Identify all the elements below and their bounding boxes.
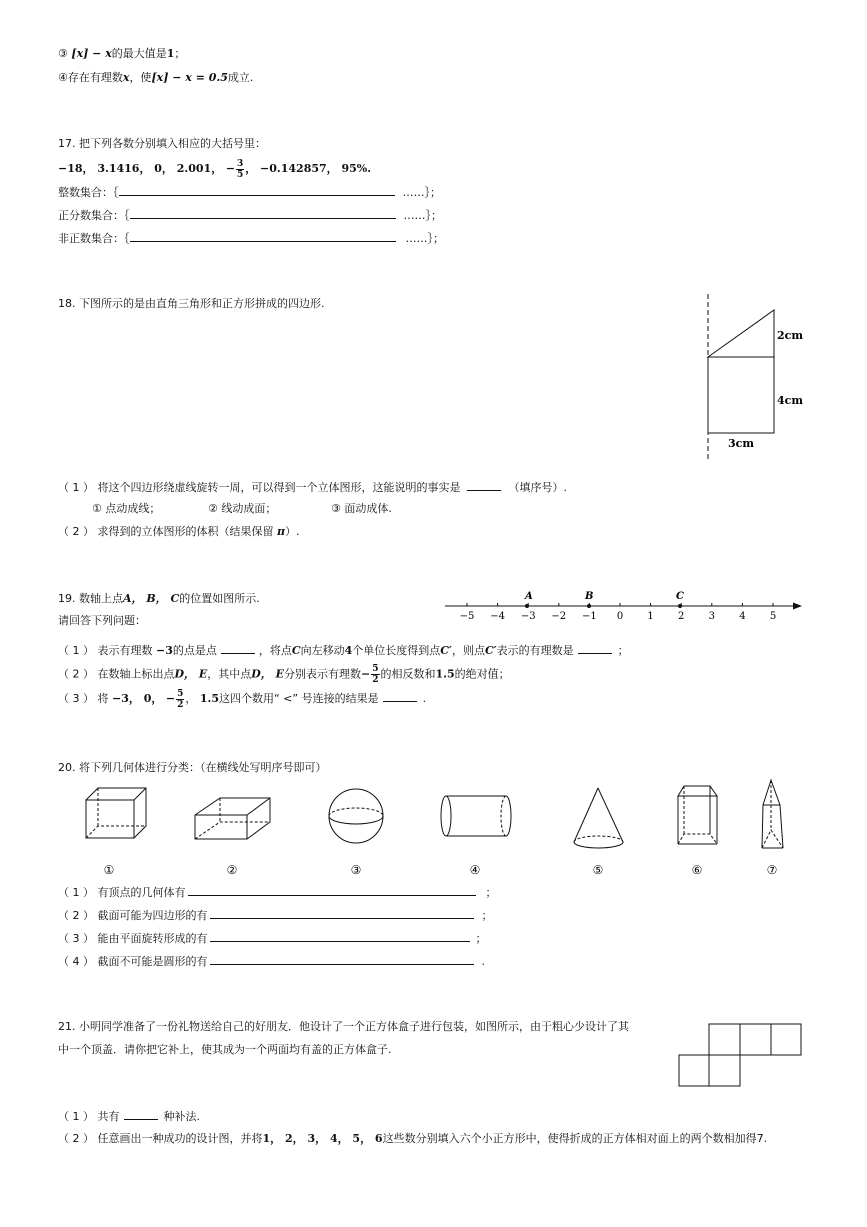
q20-blank-2[interactable] [210,908,474,919]
q17-blank-integer[interactable] [119,185,395,196]
q19-blank-1[interactable] [221,643,255,654]
q21-line-2: 中一个顶盖．请你把它补上，使其成为一个两面均有盖的正方体盒子. [58,1043,392,1056]
q19-part-1: （ 1 ） 表示有理数 −3的点是点 ，将点C向左移动4个单位长度得到点C′，则点C′表示的有理数是 ； [58,644,629,657]
q20-part-2: （ 2 ） 截面可能为四边形的有 ； [58,909,493,922]
axis-tick-label: 2 [678,611,685,622]
label-2cm: 2cm [777,329,803,342]
label-3cm: 3cm [728,437,754,450]
axis-arrow-icon [793,603,802,610]
solid-cylinder [441,796,511,836]
q18-figure [690,292,810,467]
number-line [440,585,805,625]
prev-item-3: ③ [x] − x的最大值是1； [58,47,186,60]
solid-number-label: ⑥ [691,863,703,877]
point-a-dot [525,604,529,608]
q17-set-integer: 整数集合：｛ ……｝； [58,186,441,199]
q19-part-2: （ 2 ） 在数轴上标出点D， E，其中点D， E分别表示有理数− $\frac{5}{2}$ 的相反数和1.5的绝对值； [58,664,510,685]
axis-tick-label: −4 [490,611,505,622]
net-square [740,1024,771,1055]
point-c-dot [678,604,682,608]
solid-triangular-prism [762,780,783,848]
q17-blank-nonpositive[interactable] [130,231,396,242]
q20-part-4: （ 4 ） 截面不可能是圆形的有 . [58,955,485,968]
prev-item-4: ④存在有理数x，使[x] − x = 0.5成立. [58,71,254,84]
point-a-label: A [525,591,533,602]
q17-set-nonpositive: 非正数集合：｛ ……｝； [58,232,444,245]
point-b-label: B [585,591,594,602]
q19-blank-3[interactable] [383,691,417,702]
q20-part-1: （ 1 ） 有顶点的几何体有 ； [58,886,497,899]
q17-fraction: $\frac{3}{5}$ [236,158,244,180]
net-square [679,1055,709,1086]
q17-set-positive-fraction: 正分数集合：｛ ……｝； [58,209,442,222]
q19-part-3: （ 3 ） 将 −3， 0， − $\frac{5}{2}$ ， 1.5这四个数用“ <” 号连接的结果是 . [58,688,427,710]
solid-cuboid [195,798,270,839]
solid-prism [678,786,717,844]
solid-number-label: ⑦ [766,863,778,877]
q18-blank-1[interactable] [467,480,501,491]
point-c-label: C [676,591,684,602]
net-square [771,1024,801,1055]
solid-number-label: ① [103,863,115,877]
axis-tick-label: −2 [551,611,567,622]
right-triangle [708,310,774,357]
q18-option-3: ③ 面动成体. [331,502,392,515]
solid-number-label: ③ [350,863,362,877]
axis-tick-label: 1 [647,611,654,622]
q21-part-1: （ 1 ） 共有 种补法. [58,1110,200,1123]
q20-title: 20. 将下列几何体进行分类：（在横线处写明序号即可） [58,761,327,774]
q18-option-2: ② 线动成面； [208,502,277,515]
q20-solids [60,778,820,878]
solid-number-label: ⑤ [592,863,604,877]
q20-blank-3[interactable] [210,931,470,942]
axis-tick-label: 4 [739,611,746,622]
solid-cube [86,788,146,838]
solid-number-label: ④ [469,863,481,877]
q17-title: 17. 把下列各数分别填入相应的大括号里： [58,137,266,150]
q19-subtitle: 请回答下列问题： [58,614,146,627]
q18-part-1: （ 1 ） 将这个四边形绕虚线旋转一周，可以得到一个立体图形，这能说明的事实是 （填序号）. [58,481,567,494]
q21-blank-1[interactable] [124,1109,158,1120]
axis-tick-label: −3 [520,611,536,622]
q21-line-1: 21. 小明同学准备了一份礼物送给自己的好朋友．他设计了一个正方体盒子进行包装，如图所示，由于粗心少设计了其 [58,1020,629,1033]
axis-tick-label: 3 [708,611,715,622]
q17-blank-positive-fraction[interactable] [130,208,396,219]
axis-tick-label: 5 [769,611,777,622]
square [708,357,774,433]
label-4cm: 4cm [777,394,803,407]
q17-numbers: −18， 3.1416， 0， 2.001， − $\frac{3}{5}$ ， −0.142857， 95%. [58,158,372,180]
q20-part-3: （ 3 ） 能由平面旋转形成的有 ； [58,932,487,945]
axis-tick-label: 0 [616,611,624,622]
q18-part-2: （ 2 ） 求得到的立体图形的体积（结果保留 π）. [58,525,300,538]
q19-title: 19. 数轴上点A， B， C的位置如图所示. [58,592,260,605]
q21-cube-net [678,1023,803,1087]
q20-blank-1[interactable] [188,885,476,896]
solid-number-label: ② [226,863,238,877]
point-b-dot [587,604,591,608]
q21-part-2: （ 2 ） 任意画出一种成功的设计图，并将1， 2， 3， 4， 5， 6这些数分别填入六个小正方形中，使得折成的正方体相对面上的两个数相加得7. [58,1132,768,1145]
q18-option-1: ① 点动成线； [92,502,161,515]
q18-title: 18. 下图所示的是由直角三角形和正方形拼成的四边形. [58,297,325,310]
net-square [709,1024,740,1055]
axis-tick-label: −1 [582,611,597,622]
solid-sphere [329,789,383,843]
net-square [709,1055,740,1086]
solid-cone [574,788,623,848]
axis-tick-label: −5 [459,611,475,622]
q19-blank-2[interactable] [578,643,612,654]
q20-blank-4[interactable] [210,954,474,965]
